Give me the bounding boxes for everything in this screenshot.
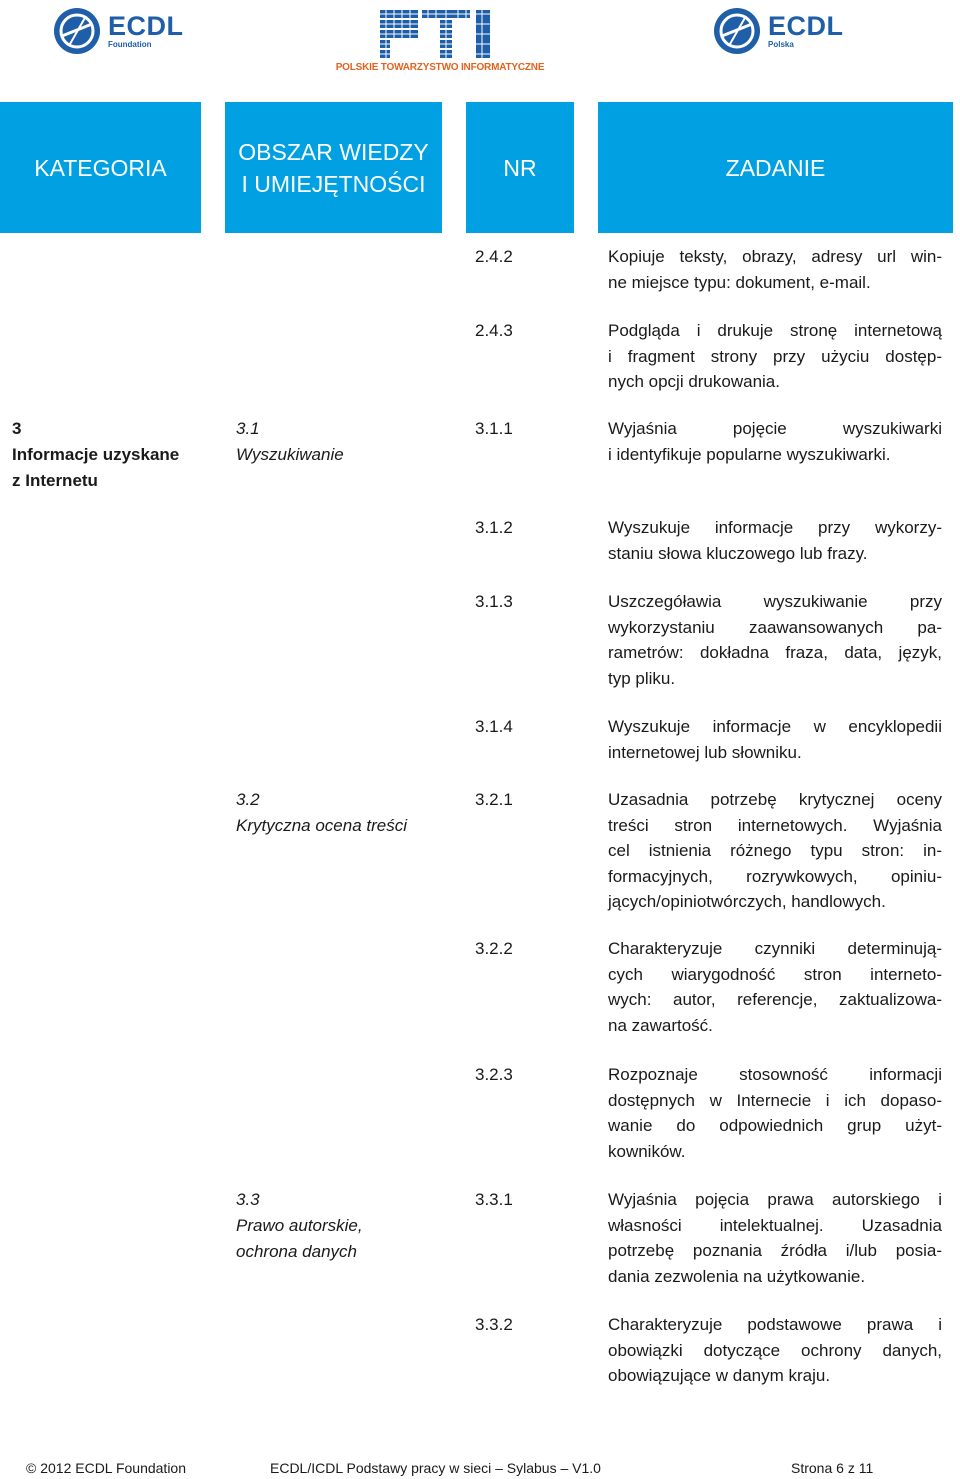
task-description-line: jących/opiniotwórczych, handlowych. <box>608 892 886 912</box>
task-description <box>608 936 942 1038</box>
task-description <box>608 515 942 566</box>
task-description-line: własności intelektualnej. Uzasadnia <box>608 1215 942 1235</box>
category-label-line1: Informacje uzyskane <box>12 445 180 464</box>
category-number: 3 <box>12 419 22 438</box>
header-nr: NR <box>466 102 574 233</box>
task-code: 3.3.1 <box>475 1190 513 1209</box>
area-label: Krytyczna ocena treści <box>236 816 408 835</box>
header-zadanie: ZADANIE <box>598 102 953 233</box>
task-description-line: obowiązki dotyczące ochrony danych, <box>608 1340 942 1360</box>
area-number: 3.1 <box>236 419 260 438</box>
task-code: 2.4.3 <box>475 321 513 340</box>
task-description-line: cych wiarygodność stron interneto- <box>608 964 942 984</box>
task-description-line: rametrów: dokładna fraza, data, język, <box>608 643 942 663</box>
task-code: 3.2.2 <box>475 939 513 958</box>
task-description-line: staniu słowa kluczowego lub frazy. <box>608 543 868 563</box>
task-code: 3.2.3 <box>475 1065 513 1084</box>
area-label-line2: ochrona danych <box>236 1242 357 1261</box>
task-description-line: Wyjaśnia pojęcia prawa autorskiego i <box>608 1190 942 1209</box>
task-description-line: Rozpoznaje stosowność informacji <box>608 1065 942 1084</box>
task-description-line: nych opcji drukowania. <box>608 372 780 392</box>
task-code: 3.1.3 <box>475 592 513 611</box>
task-description-line: cel istnienia różnego typu stron: in- <box>608 841 942 861</box>
task-description <box>608 318 942 395</box>
ecdl-logo-subtext: Foundation <box>108 40 152 49</box>
ecdl-logo-text: ECDL <box>768 11 844 41</box>
pti-logo <box>320 8 560 73</box>
task-description <box>608 244 942 295</box>
ecdl-globe-icon <box>712 6 762 56</box>
task-description-line: wych: autor, referencje, zaktualizowa- <box>608 990 942 1010</box>
task-code: 3.3.2 <box>475 1315 513 1334</box>
task-description-line: Podgląda i drukuje stronę internetową <box>608 321 942 340</box>
task-description <box>608 1187 942 1289</box>
task-description-line: Uszczegóławia wyszukiwanie przy <box>608 592 942 611</box>
task-description-line: wanie do odpowiednich grup użyt- <box>608 1116 942 1136</box>
task-description-line: Uzasadnia potrzebę krytycznej oceny <box>608 790 942 809</box>
task-description <box>608 416 942 467</box>
header-obszar-line2: I UMIEJĘTNOŚCI <box>241 170 426 197</box>
category-label-line2: z Internetu <box>12 471 98 490</box>
area-number: 3.3 <box>236 1190 260 1209</box>
task-description-line: obowiązujące w danym kraju. <box>608 1366 831 1386</box>
task-description-line: typ pliku. <box>608 668 676 688</box>
task-description-line: Wyszukuje informacje przy wykorzy- <box>608 518 942 537</box>
task-description-line: internetowej lub słowniku. <box>608 742 802 762</box>
task-description-line: dania zezwolenia na użytkowanie. <box>608 1266 866 1286</box>
footer-page-number: Strona 6 z 11 <box>791 1460 874 1476</box>
header-obszar-line1: OBSZAR WIEDZY <box>238 138 429 165</box>
task-description-line: Charakteryzuje czynniki determinują- <box>608 939 942 958</box>
footer-title: ECDL/ICDL Podstawy pracy w sieci – Sylabus – V1.0 <box>270 1460 601 1476</box>
area-number: 3.2 <box>236 790 260 809</box>
ecdl-globe-icon <box>52 6 102 56</box>
task-description <box>608 787 942 915</box>
task-code: 3.1.4 <box>475 717 513 736</box>
task-description-line: i identyfikuje popularne wyszukiwarki. <box>608 444 891 464</box>
task-description-line: Wyjaśnia pojęcie wyszukiwarki <box>608 419 942 438</box>
ecdl-polska-logo <box>712 6 844 56</box>
table-header <box>0 102 960 233</box>
footer-copyright: © 2012 ECDL Foundation <box>26 1460 187 1476</box>
task-description-line: wykorzystaniu zaawansowanych pa- <box>608 617 942 637</box>
category-cell <box>12 416 212 494</box>
header-kategoria: KATEGORIA <box>0 102 201 233</box>
task-code: 3.1.2 <box>475 518 513 537</box>
area-cell <box>236 1187 456 1265</box>
area-cell <box>236 787 456 839</box>
pti-grid-icon <box>370 8 510 60</box>
task-description-line: ne miejsce typu: dokument, e-mail. <box>608 272 871 292</box>
header-obszar <box>225 102 442 233</box>
task-description <box>608 1062 942 1164</box>
task-description <box>608 714 942 765</box>
task-description-line: Kopiuje teksty, obrazy, adresy url win- <box>608 247 942 266</box>
task-description-line: na zawartość. <box>608 1015 713 1035</box>
task-description <box>608 589 942 691</box>
task-code: 2.4.2 <box>475 247 513 266</box>
task-description-line: treści stron internetowych. Wyjaśnia <box>608 815 942 835</box>
task-code: 3.1.1 <box>475 419 513 438</box>
pti-logo-subtext: POLSKIE TOWARZYSTWO INFORMATYCZNE <box>335 62 545 73</box>
task-description-line: formacyjnych, rozrywkowych, opiniu- <box>608 866 942 886</box>
task-description-line: potrzebę poznania źródła i/lub posia- <box>608 1241 942 1261</box>
task-description-line: kowników. <box>608 1141 686 1161</box>
area-label: Wyszukiwanie <box>236 445 344 464</box>
task-code: 3.2.1 <box>475 790 513 809</box>
task-description-line: Charakteryzuje podstawowe prawa i <box>608 1315 942 1334</box>
area-cell <box>236 416 456 468</box>
task-description <box>608 1312 942 1389</box>
ecdl-logo-subtext: Polska <box>768 40 794 49</box>
area-label-line1: Prawo autorskie, <box>236 1216 363 1235</box>
task-description-line: dostępnych w Internecie i ich dopaso- <box>608 1090 942 1110</box>
ecdl-logo-text: ECDL <box>108 11 184 41</box>
ecdl-foundation-logo <box>52 6 184 56</box>
task-description-line: Wyszukuje informacje w encyklopedii <box>608 717 942 736</box>
task-description-line: i fragment strony przy użyciu dostęp- <box>608 346 942 366</box>
